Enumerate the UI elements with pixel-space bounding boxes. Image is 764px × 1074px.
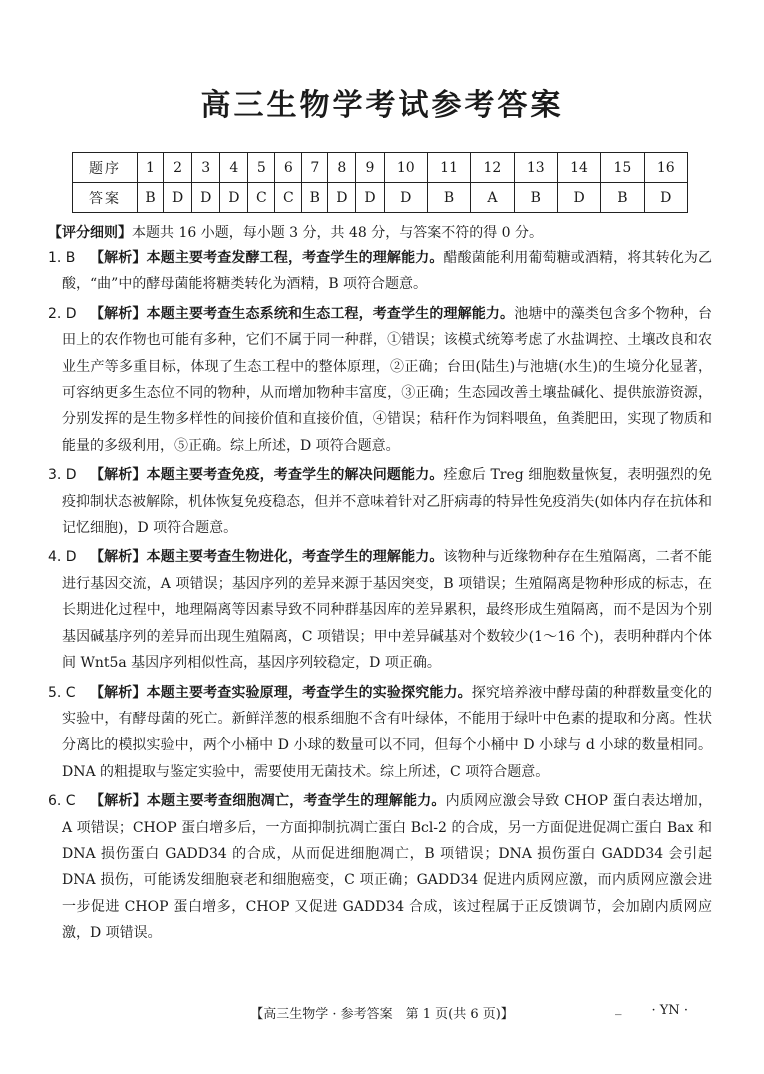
cell-number: 13 (514, 153, 557, 183)
cell-answer: D (557, 183, 600, 213)
answer-explanations (48, 245, 712, 950)
answer-table (72, 152, 688, 213)
item-body (48, 245, 712, 298)
item-text: 内质网应激会导致 CHOP 蛋白表达增加，A 项错误；CHOP 蛋白增多后，一方面抑制抗凋亡蛋白 Bcl-2 的合成，另一方面促进促凋亡蛋白 Bax 和 DNA 损伤蛋白 GADD34 的合成，从而促进细胞凋亡，B 项错误；DNA 损伤蛋白 GADD34 会引起 DNA 损伤，可能诱发细胞衰老和细胞癌变，C 项正确；GADD34 促进内质网应激，而内质网应激会进一步促进 CHOP 蛋白增多，CHOP 又促进 GADD34 合成，该过程属于正反馈调节，会加剧内质网应激，D 项错误。 (62, 793, 713, 942)
item-body (48, 301, 712, 459)
item-body (48, 462, 712, 541)
row-label-answer: 答案 (73, 183, 138, 213)
item-number: 4. D (48, 549, 77, 566)
analysis-tag: 【解析】 (90, 305, 147, 322)
explanation-item (48, 680, 712, 786)
cell-number: 15 (601, 153, 644, 183)
cell-number: 12 (471, 153, 514, 183)
explanation-item (48, 788, 712, 946)
cell-number: 10 (384, 153, 427, 183)
page-footer (0, 1003, 764, 1022)
explanation-item (48, 301, 712, 459)
scoring-text: 本题共 16 小题，每小题 3 分，共 48 分，与答案不符的得 0 分。 (132, 225, 544, 241)
cell-number: 6 (275, 153, 302, 183)
item-body (48, 788, 712, 946)
cell-answer: A (471, 183, 514, 213)
cell-answer: D (163, 183, 191, 213)
analysis-tag: 【解析】 (90, 467, 147, 484)
cell-answer: D (220, 183, 248, 213)
item-number: 2. D (48, 305, 77, 322)
cell-answer: D (328, 183, 356, 213)
footer-dash: _ (615, 1001, 622, 1016)
cell-answer: C (248, 183, 275, 213)
item-lead: 本题主要考查生态系统和生态工程，考查学生的理解能力。 (146, 305, 515, 322)
cell-number: 2 (163, 153, 191, 183)
scoring-tag: 【评分细则】 (48, 225, 132, 241)
item-text: 探究培养液中酵母菌的种群数量变化的实验中，有酵母菌的死亡。新鲜洋葱的根系细胞不含有叶绿体，不能用于绿叶中色素的提取和分离。性状分离比的模拟实验中，两个小桶中 D 小球的数量可以不同，但每个小桶中 D 小球与 d 小球的数量相同。DNA 的粗提取与鉴定实验中，需要使用无菌技术。综上所述，C 项符合题意。 (62, 684, 713, 780)
cell-number: 5 (248, 153, 275, 183)
item-lead: 本题主要考查实验原理，考查学生的实验探究能力。 (146, 684, 472, 701)
scoring-note (48, 222, 728, 244)
item-lead: 本题主要考查生物进化，考查学生的理解能力。 (146, 549, 444, 566)
cell-answer: B (514, 183, 557, 213)
cell-number: 8 (328, 153, 356, 183)
item-text: 醋酸菌能利用葡萄糖或酒精，将其转化为乙酸，“曲”中的酵母菌能将糖类转化为酒精，B 项符合题意。 (62, 250, 713, 293)
item-number: 1. B (48, 250, 76, 266)
cell-answer: B (302, 183, 328, 213)
cell-answer: B (138, 183, 164, 213)
item-number: 3. D (48, 467, 77, 484)
item-lead: 本题主要考查发酵工程，考查学生的理解能力。 (146, 250, 444, 266)
analysis-tag: 【解析】 (90, 250, 147, 266)
cell-answer: C (275, 183, 302, 213)
table-row-answers (73, 183, 688, 213)
explanation-item (48, 462, 712, 541)
cell-number: 3 (192, 153, 220, 183)
cell-number: 4 (220, 153, 248, 183)
cell-number: 7 (302, 153, 328, 183)
item-lead: 本题主要考查细胞凋亡，考查学生的理解能力。 (146, 793, 446, 810)
cell-number: 14 (557, 153, 600, 183)
explanation-item (48, 544, 712, 676)
item-number: 5. C (48, 684, 76, 701)
item-text: 池塘中的藻类包含多个物种，台田上的农作物也可能有多种，它们不属于同一种群，①错误；该模式统筹考虑了水盐调控、土壤改良和农业生产等多重目标，体现了生态工程中的整体原理，②正确；台田(陆生)与池塘(水生)的生境分化显著，可容纳更多生态位不同的物种，从而增加物种丰富度，③正确；生态园改善土壤盐碱化、提供旅游资源，分别发挥的是生物多样性的间接价值和直接价值，④错误；秸秆作为饲料喂鱼，鱼粪肥田，实现了物质和能量的多级利用，⑤正确。综上所述，D 项符合题意。 (62, 305, 713, 454)
table-row-numbers (73, 153, 688, 183)
page-title: 高三生物学考试参考答案 (200, 88, 564, 123)
analysis-tag: 【解析】 (90, 684, 147, 701)
cell-answer: D (384, 183, 427, 213)
cell-number: 1 (138, 153, 164, 183)
cell-answer: B (601, 183, 644, 213)
analysis-tag: 【解析】 (90, 549, 147, 566)
cell-answer: D (356, 183, 384, 213)
cell-number: 9 (356, 153, 384, 183)
cell-answer: D (192, 183, 220, 213)
cell-answer: D (644, 183, 687, 213)
item-lead: 本题主要考查免疫，考查学生的解决问题能力。 (146, 467, 444, 484)
item-number: 6. C (48, 793, 76, 810)
explanation-item (48, 245, 712, 298)
item-text: 该物种与近缘物种存在生殖隔离，二者不能进行基因交流，A 项错误；基因序列的差异来源于基因突变，B 项错误；生殖隔离是物种形成的标志，在长期进化过程中，地理隔离等因素导致不同种群基因库的差异累积，最终形成生殖隔离，而不是因为个别基因碱基序列的差异而出现生殖隔离，C 项错误；甲中差异碱基对个数较少(1～16 个)，表明种群内个体间 Wnt5a 基因序列相似性高，基因序列较稳定，D 项正确。 (62, 549, 713, 672)
cell-answer: B (427, 183, 470, 213)
item-body (48, 544, 712, 676)
analysis-tag: 【解析】 (90, 793, 147, 810)
item-text: 痊愈后 Treg 细胞数量恢复，表明强烈的免疫抑制状态被解除，机体恢复免疫稳态，但并不意味着针对乙肝病毒的特异性免疫消失(如体内存在抗体和记忆细胞)，D 项符合题意。 (62, 467, 712, 537)
item-body (48, 680, 712, 786)
cell-number: 16 (644, 153, 687, 183)
footer-text: 【高三生物学 · 参考答案 第 1 页(共 6 页)】 (250, 1007, 514, 1022)
row-label-number: 题序 (73, 153, 138, 183)
footer-code: · YN · (651, 1003, 688, 1018)
cell-number: 11 (427, 153, 470, 183)
